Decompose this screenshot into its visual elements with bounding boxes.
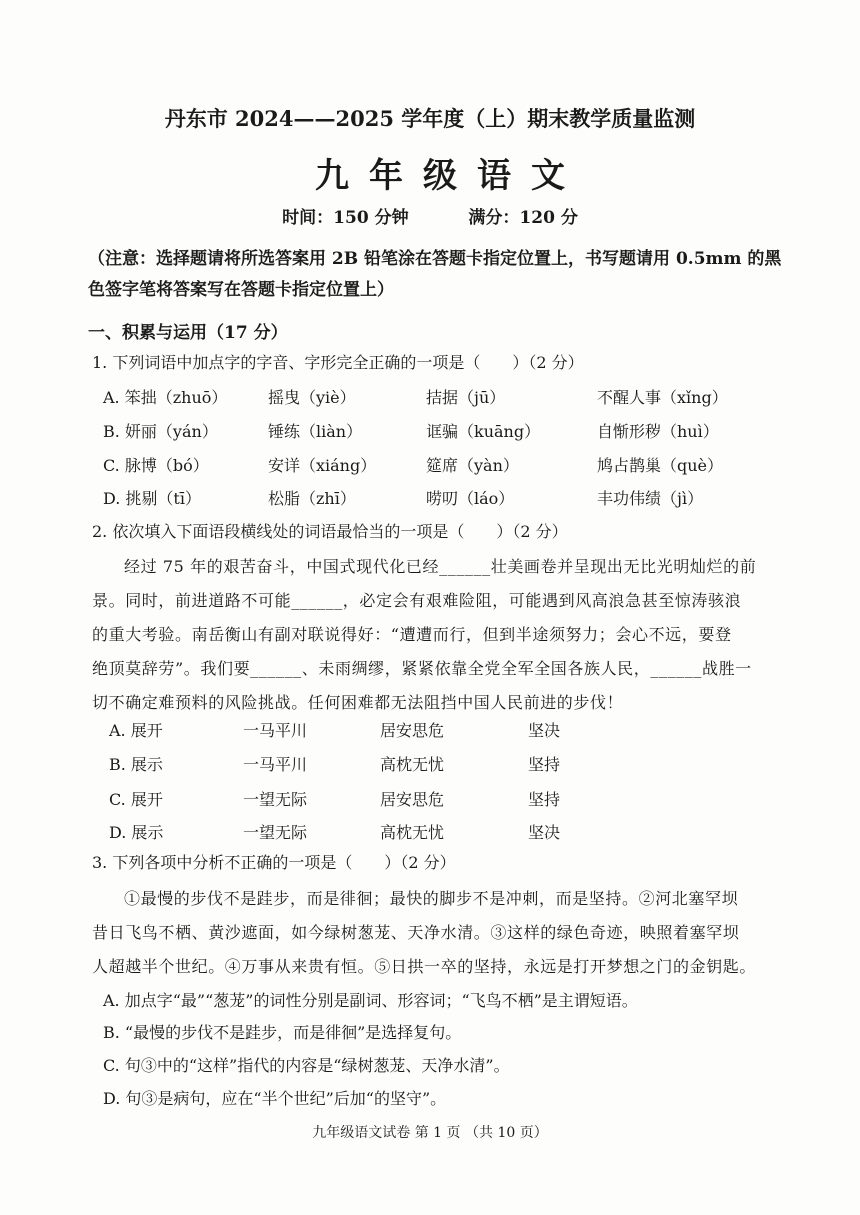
q1-option-d-4: 丰功伟绩（jì）: [597, 489, 704, 508]
q3-choice-d: D. 句③是病句，应在“半个世纪”后加“的坚守”。: [103, 1089, 447, 1108]
q3-passage-line-1: ①最慢的步伐不是跬步，而是徘徊；最快的脚步不是冲刺，而是坚持。②河北塞罕坝: [124, 889, 739, 908]
q2-passage-line-5: 切不确定难预料的风险挑战。任何困难都无法阻挡中国人民前进的步伐！: [92, 693, 624, 712]
q1-option-b-3: 诓骗（kuāng）: [426, 422, 541, 441]
q2-option-b-1: B. 展示: [109, 755, 163, 774]
q2-option-a-2: 一马平川: [243, 721, 308, 740]
q1-option-a-3: 拮据（jū）: [426, 388, 506, 407]
score-label: 满分：120 分: [468, 208, 578, 228]
q3-passage-line-3: 人超越半个世纪。④万事从来贵有恒。⑤日拱一卒的坚持，永远是打开梦想之门的金钥匙。: [92, 957, 757, 976]
q2-stem: 2. 依次填入下面语段横线处的词语最恰当的一项是（ ）（2 分）: [92, 522, 568, 541]
q1-option-c-4: 鸠占鹊巢（què）: [597, 456, 724, 475]
notice-line-2: 色签字笔将答案写在答题卡指定位置上）: [88, 280, 394, 300]
q1-stem: 1. 下列词语中加点字的字音、字形完全正确的一项是（ ）（2 分）: [92, 353, 584, 372]
q2-option-c-1: C. 展开: [109, 790, 163, 809]
q2-option-b-4: 坚持: [528, 755, 561, 774]
q2-option-d-4: 坚决: [528, 823, 561, 842]
q1-option-b-2: 锤练（liàn）: [268, 422, 363, 441]
page-footer: 九年级语文试卷 第 1 页 （共 10 页）: [312, 1125, 548, 1141]
subject-title: 九年级语文: [315, 156, 585, 196]
section-title: 一、积累与运用（17 分）: [88, 323, 288, 343]
q2-option-a-4: 坚决: [528, 721, 561, 740]
q2-option-b-3: 高枕无忧: [380, 755, 445, 774]
q2-option-d-1: D. 展示: [109, 823, 164, 842]
q1-option-a-1: A. 笨拙（zhuō）: [103, 388, 228, 407]
q1-option-d-1: D. 挑剔（tī）: [103, 489, 201, 508]
q1-option-b-4: 自惭形秽（huì）: [597, 422, 719, 441]
q1-option-c-1: C. 脉博（bó）: [103, 456, 209, 475]
q3-stem: 3. 下列各项中分析不正确的一项是（ ）（2 分）: [92, 853, 456, 872]
q2-option-d-3: 高枕无忧: [380, 823, 445, 842]
q1-option-d-2: 松脂（zhī）: [268, 489, 356, 508]
q1-option-c-2: 安详（xiáng）: [268, 456, 377, 475]
time-label: 时间：150 分钟: [282, 208, 409, 228]
q3-choice-b: B. “最慢的步伐不是跬步，而是徘徊”是选择复句。: [103, 1023, 462, 1042]
q1-option-b-1: B. 妍丽（yán）: [103, 422, 218, 441]
q1-option-c-3: 筵席（yàn）: [426, 456, 519, 475]
q3-choice-a: A. 加点字“最”“葱茏”的词性分别是副词、形容词；“飞鸟不栖”是主谓短语。: [103, 991, 638, 1010]
q2-passage-line-2: 景。同时，前进道路不可能______，必定会有艰难险阻，可能遇到风高浪急甚至惊涛骇浪: [92, 591, 742, 610]
notice-line-1: （注意：选择题请将所选答案用 2B 铅笔涂在答题卡指定位置上，书写题请用 0.5mm 的黑: [88, 249, 782, 269]
q2-option-d-2: 一望无际: [243, 823, 308, 842]
q2-option-a-3: 居安思危: [380, 721, 445, 740]
q2-option-b-2: 一马平川: [243, 755, 308, 774]
q1-option-d-3: 唠叨（láo）: [426, 489, 515, 508]
q2-passage-line-3: 的重大考验。南岳衡山有副对联说得好：“遭遭而行，但到半途须努力；会心不远，要登: [92, 625, 732, 644]
q2-option-c-3: 居安思危: [380, 790, 445, 809]
q3-passage-line-2: 昔日飞鸟不栖、黄沙遮面，如今绿树葱茏、天净水清。③这样的绿色奇迹，映照着塞罕坝: [92, 923, 740, 942]
q2-option-c-2: 一望无际: [243, 790, 308, 809]
exam-title: 丹东市 2024——2025 学年度（上）期末教学质量监测: [164, 106, 696, 131]
exam-meta: [0, 203, 860, 228]
q2-option-c-4: 坚持: [528, 790, 561, 809]
q2-passage-line-1: 经过 75 年的艰苦奋斗，中国式现代化已经______壮美画卷并呈现出无比光明灿烂的前: [124, 557, 757, 576]
q2-passage-line-4: 绝顶莫辞劳”。我们要______、未雨绸缪，紧紧依靠全党全军全国各族人民，______战胜一: [92, 659, 752, 678]
q1-option-a-2: 摇曳（yiè）: [268, 388, 356, 407]
q3-choice-c: C. 句③中的“这样”指代的内容是“绿树葱茏、天净水清”。: [103, 1056, 510, 1075]
q1-option-a-4: 不醒人事（xǐng）: [597, 388, 728, 407]
q2-option-a-1: A. 展开: [109, 721, 163, 740]
